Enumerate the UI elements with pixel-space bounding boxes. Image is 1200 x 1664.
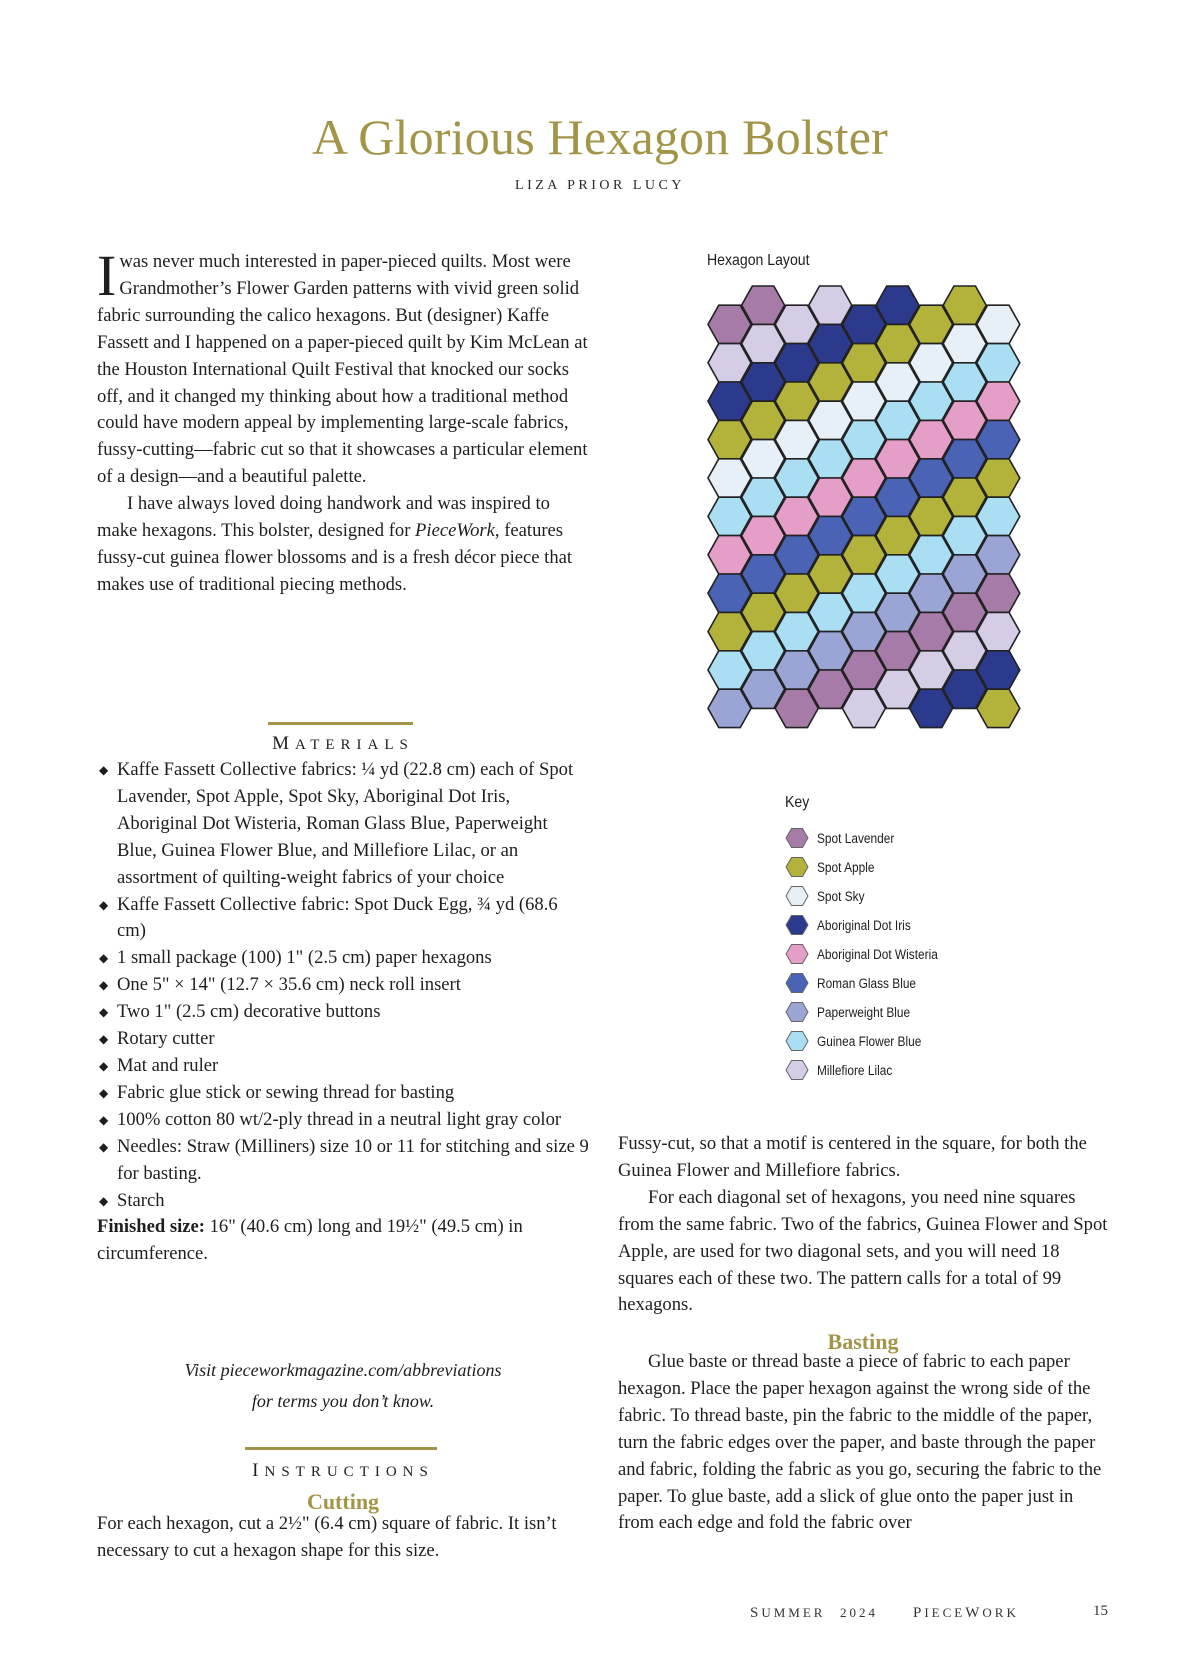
key-item-lilac — [785, 1060, 903, 1080]
cutting-heading: Cutting — [306, 1489, 380, 1514]
diamond-bullet-icon: ◆ — [99, 897, 109, 912]
diamond-bullet-icon: ◆ — [99, 1005, 109, 1020]
hexagon-swatch-icon — [785, 944, 809, 964]
materials-section — [97, 757, 589, 1268]
materials-divider — [268, 722, 413, 725]
abbreviations-note: Visit pieceworkmagazine.com/abbreviations for terms you don’t know. — [97, 1355, 589, 1417]
diamond-bullet-icon: ◆ — [99, 1032, 109, 1047]
hexagon-swatch-icon — [785, 1002, 809, 1022]
hexagon-swatch-icon — [785, 886, 809, 906]
hexagon-layout-label: Hexagon Layout — [707, 252, 810, 269]
cutting-continued — [618, 1131, 1108, 1319]
hexagon-swatch-icon — [785, 915, 809, 935]
materials-item: ◆ Kaffe Fassett Collective fabric: Spot Duck Egg, ¾ yd (68.6 cm) — [99, 893, 558, 942]
instructions-heading: INSTRUCTIONS — [252, 1460, 434, 1481]
diamond-bullet-icon: ◆ — [99, 1193, 109, 1208]
footer-magazine: PIECEWORK — [913, 1605, 1019, 1621]
diamond-bullet-icon: ◆ — [99, 763, 109, 777]
diamond-bullet-icon: ◆ — [99, 1139, 109, 1154]
basting-text: Glue baste or thread baste a piece of fabric to each paper hexagon. Place the paper hexagon against the wrong side of the fabric. To thread baste, pin the fabric to the middle of the paper, turn the fabric edges over the paper, and baste through the paper and fabric, folding the fabric as you go, securing the fabric to the paper. To glue baste, add a slick of glue onto the paper just in from each edge and fold the fabric over — [618, 1351, 1102, 1534]
key-item-label: Paperweight Blue — [817, 1004, 911, 1020]
hexagon-swatch-icon — [785, 973, 809, 993]
instructions-divider — [245, 1447, 437, 1450]
materials-item: ◆ Mat and ruler — [97, 1053, 589, 1080]
key-item-label: Spot Sky — [817, 888, 865, 904]
hexagon-swatch-icon — [785, 857, 809, 877]
key-label: Key — [785, 794, 810, 811]
materials-item: ◆ Two 1" (2.5 cm) decorative buttons — [97, 999, 589, 1026]
diamond-bullet-icon: ◆ — [99, 1085, 109, 1100]
intro-paragraph-2: I have always loved doing handwork and was inspired to make hexagons. This bolster, designed for PieceWork, features fussy-cut guinea flower blossoms and is a fresh décor piece that makes use of traditional piecing methods. — [97, 493, 573, 595]
abbreviations-link[interactable]: Visit pieceworkmagazine.com/abbreviations — [184, 1360, 502, 1380]
materials-item: ◆ Kaffe Fassett Collective fabrics: ¼ yd (22.8 cm) each of Spot Lavender, Spot Apple, Spot Sky, Aboriginal Dot Iris, Aboriginal Dot Wisteria, Roman Glass Blue, Paperweight Blue, Guinea Flower Blue, and Millefiore Lilac, or an assortment of quilting-weight fabrics of your choice — [99, 759, 574, 888]
materials-item: ◆ 1 small package (100) 1" (2.5 cm) paper hexagons — [97, 945, 589, 972]
finished-size: Finished size: 16" (40.6 cm) long and 19½" (49.5 cm) in circumference. — [97, 1216, 523, 1265]
key-item-label: Spot Apple — [817, 859, 875, 875]
key-item-roman — [785, 973, 930, 993]
hexagon-swatch-icon — [785, 1031, 809, 1051]
materials-list — [97, 757, 589, 1214]
materials-item: ◆ 100% cotton 80 wt/2-ply thread in a neutral light gray color — [97, 1107, 589, 1134]
key-item-wisteria — [785, 944, 954, 964]
diamond-bullet-icon: ◆ — [99, 1112, 109, 1127]
fabric-key — [785, 828, 1005, 1098]
materials-item: ◆ Starch — [97, 1188, 589, 1215]
footer-season: SUMMER — [750, 1605, 826, 1621]
key-item-iris — [785, 915, 924, 935]
materials-item: ◆ One 5" × 14" (12.7 × 35.6 cm) neck roll insert — [97, 972, 589, 999]
diamond-bullet-icon: ◆ — [99, 978, 109, 993]
article-title: A Glorious Hexagon Bolster — [312, 109, 888, 165]
key-item-paperweight — [785, 1002, 923, 1022]
key-item-label: Aboriginal Dot Iris — [817, 917, 911, 933]
magazine-name: PieceWork — [415, 520, 495, 542]
intro-paragraph-1: I was never much interested in paper-pieced quilts. Most were Grandmother’s Flower Garden patterns with vivid green solid fabric surrounding the calico hexagons. But (designer) Kaffe Fassett and I happened on a paper-pieced quilt by Kim McLean at the Houston International Quilt Festival that knocked our socks off, and it changed my thinking about how a traditional method could have modern appeal by implementing large-scale fabrics, fussy-cutting—fabric cut so that it showcases a particular element of a design—and a beautiful palette. — [97, 243, 588, 488]
key-item-label: Aboriginal Dot Wisteria — [817, 946, 938, 962]
diamond-bullet-icon: ◆ — [99, 951, 109, 966]
cutting-paragraph-2: Fussy-cut, so that a motif is centered in the square, for both the Guinea Flower and Millefiore fabrics. — [618, 1133, 1087, 1181]
cutting-text-1: For each hexagon, cut a 2½" (6.4 cm) square of fabric. It isn’t necessary to cut a hexagon shape for this size. — [97, 1513, 557, 1561]
intro-section — [97, 243, 589, 599]
hexagon-layout-diagram — [700, 284, 1030, 744]
diamond-bullet-icon: ◆ — [99, 1058, 109, 1073]
key-item-label: Millefiore Lilac — [817, 1062, 893, 1078]
materials-item: ◆ Fabric glue stick or sewing thread for basting — [97, 1080, 589, 1107]
key-item-sky — [785, 886, 871, 906]
key-item-label: Spot Lavender — [817, 830, 895, 846]
materials-item: ◆ Needles: Straw (Milliners) size 10 or 11 for stitching and size 9 for basting. — [99, 1135, 589, 1184]
cutting-paragraph-3: For each diagonal set of hexagons, you need nine squares from the same fabric. Two of the fabrics, Guinea Flower and Spot Apple, are used for two diagonal sets, and you will need 18 squares each of these two. The pattern calls for a total of 99 hexagons. — [618, 1186, 1108, 1316]
drop-cap: I — [97, 243, 117, 308]
page-number: 15 — [1093, 1603, 1108, 1619]
key-item-label: Guinea Flower Blue — [817, 1033, 922, 1049]
footer-year: 2024 — [840, 1605, 878, 1620]
article-author: LIZA PRIOR LUCY — [515, 178, 685, 193]
key-item-lavender — [785, 828, 905, 848]
basting-heading: Basting — [827, 1329, 899, 1354]
key-item-label: Roman Glass Blue — [817, 975, 917, 991]
hexagon-swatch-icon — [785, 828, 809, 848]
key-item-guinea — [785, 1031, 936, 1051]
materials-heading: MATERIALS — [272, 733, 414, 754]
hexagon-swatch-icon — [785, 1060, 809, 1080]
materials-item: ◆ Rotary cutter — [97, 1026, 589, 1053]
key-item-apple — [785, 857, 882, 877]
